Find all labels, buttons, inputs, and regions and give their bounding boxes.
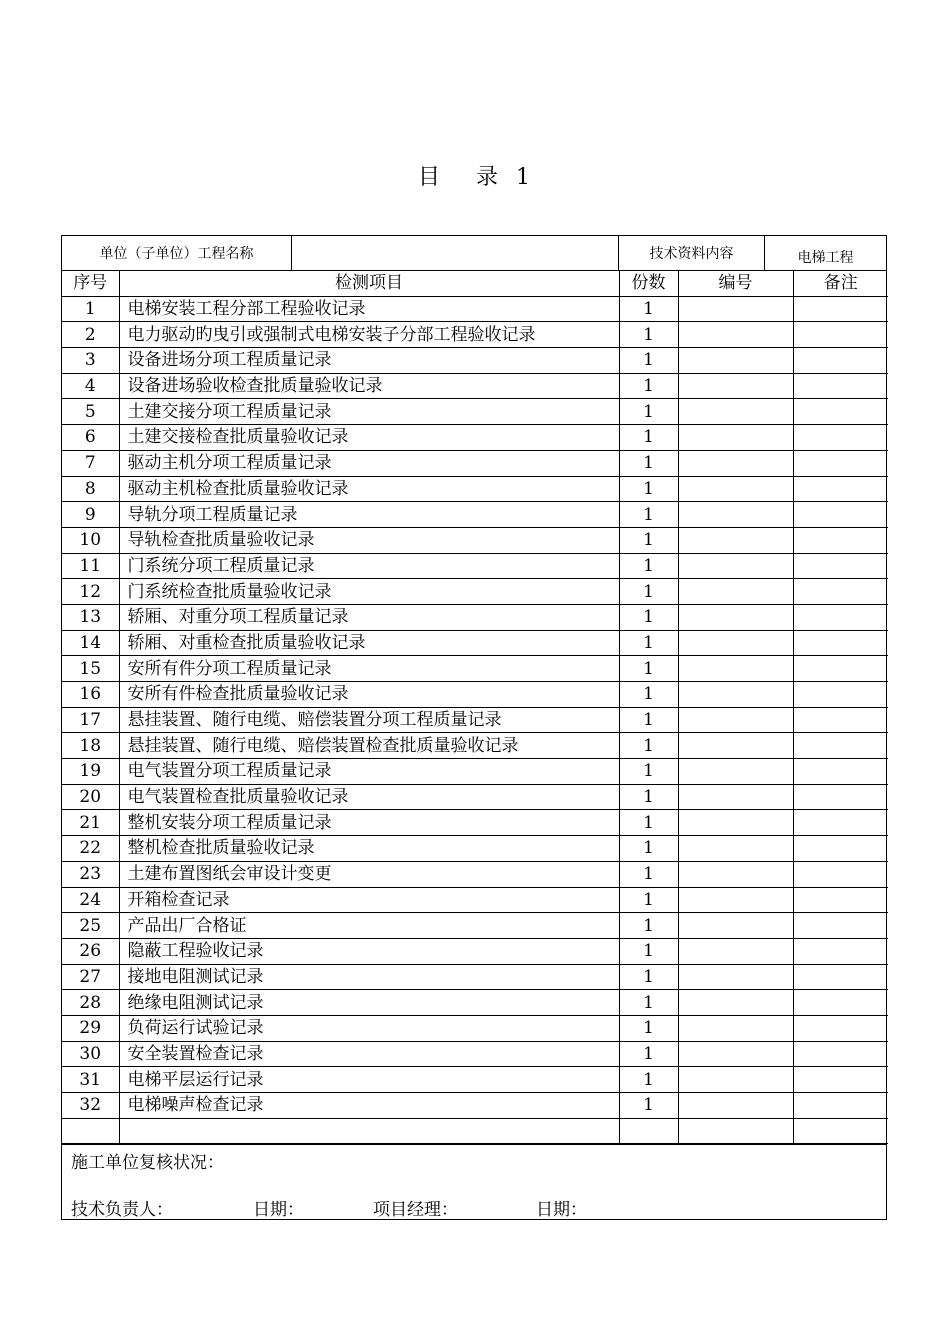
content-value: 电梯工程 bbox=[797, 250, 854, 266]
table-row bbox=[62, 296, 888, 322]
row-copies: 1 bbox=[619, 373, 678, 399]
catalog-sheet bbox=[61, 235, 887, 1220]
row-item: 整机安装分项工程质量记录 bbox=[119, 810, 619, 836]
row-item: 设备进场验收检查批质量验收记录 bbox=[119, 373, 619, 399]
row-code[interactable] bbox=[678, 964, 793, 990]
table-row bbox=[62, 553, 888, 579]
row-number: 27 bbox=[62, 964, 119, 990]
row-item: 负荷运行试验记录 bbox=[119, 1015, 619, 1041]
table-row bbox=[62, 810, 888, 836]
row-copies: 1 bbox=[619, 733, 678, 759]
row-remark[interactable] bbox=[793, 887, 888, 913]
row-copies: 1 bbox=[619, 861, 678, 887]
row-remark[interactable] bbox=[793, 759, 888, 785]
row-item: 电梯安装工程分部工程验收记录 bbox=[119, 296, 619, 322]
title-number: 1 bbox=[516, 165, 533, 190]
row-copies: 1 bbox=[619, 656, 678, 682]
table-row bbox=[62, 579, 888, 605]
table-row bbox=[62, 348, 888, 374]
row-number bbox=[62, 1118, 119, 1144]
row-item: 门系统检查批质量验收记录 bbox=[119, 579, 619, 605]
table-row bbox=[62, 784, 888, 810]
table-row bbox=[62, 450, 888, 476]
row-copies: 1 bbox=[619, 810, 678, 836]
row-remark[interactable] bbox=[793, 425, 888, 451]
row-code[interactable] bbox=[678, 296, 793, 322]
row-code[interactable] bbox=[678, 938, 793, 964]
review-status-label: 施工单位复核状况： bbox=[71, 1153, 224, 1174]
page-title bbox=[0, 160, 950, 191]
row-code[interactable] bbox=[678, 322, 793, 348]
row-remark[interactable] bbox=[793, 964, 888, 990]
row-code[interactable] bbox=[678, 1015, 793, 1041]
title-char-1: 目 bbox=[417, 165, 442, 190]
row-remark[interactable] bbox=[793, 682, 888, 708]
row-remark[interactable] bbox=[793, 450, 888, 476]
row-number: 6 bbox=[62, 425, 119, 451]
table-row bbox=[62, 733, 888, 759]
row-item: 导轨分项工程质量记录 bbox=[119, 502, 619, 528]
row-item: 电气装置分项工程质量记录 bbox=[119, 759, 619, 785]
row-item: 设备进场分项工程质量记录 bbox=[119, 348, 619, 374]
row-remark[interactable] bbox=[793, 1015, 888, 1041]
title-char-2: 录 bbox=[476, 165, 501, 190]
row-item: 土建布置图纸会审设计变更 bbox=[119, 861, 619, 887]
row-code[interactable] bbox=[678, 836, 793, 862]
row-code[interactable] bbox=[678, 399, 793, 425]
row-copies: 1 bbox=[619, 836, 678, 862]
table-row bbox=[62, 399, 888, 425]
row-code[interactable] bbox=[678, 913, 793, 939]
row-item: 土建交接检查批质量验收记录 bbox=[119, 425, 619, 451]
column-header-row bbox=[62, 271, 888, 296]
date-label-1: 日期： bbox=[253, 1200, 304, 1221]
row-number: 19 bbox=[62, 759, 119, 785]
row-copies: 1 bbox=[619, 604, 678, 630]
row-copies: 1 bbox=[619, 450, 678, 476]
table-row bbox=[62, 1067, 888, 1093]
table-row bbox=[62, 707, 888, 733]
table-row bbox=[62, 1093, 888, 1119]
row-copies: 1 bbox=[619, 938, 678, 964]
row-item: 安全装置检查记录 bbox=[119, 1041, 619, 1067]
row-copies: 1 bbox=[619, 553, 678, 579]
row-number: 16 bbox=[62, 682, 119, 708]
row-item bbox=[119, 1118, 619, 1144]
row-copies: 1 bbox=[619, 399, 678, 425]
table-row bbox=[62, 630, 888, 656]
row-item: 隐蔽工程验收记录 bbox=[119, 938, 619, 964]
row-code[interactable] bbox=[678, 1067, 793, 1093]
table-row bbox=[62, 836, 888, 862]
row-code[interactable] bbox=[678, 527, 793, 553]
date-label-2: 日期： bbox=[536, 1200, 587, 1221]
row-item: 电梯噪声检查记录 bbox=[119, 1093, 619, 1119]
row-code[interactable] bbox=[678, 733, 793, 759]
table-row bbox=[62, 682, 888, 708]
table-row bbox=[62, 425, 888, 451]
project-manager-label: 项目经理： bbox=[373, 1200, 458, 1221]
table-row bbox=[62, 861, 888, 887]
row-code[interactable] bbox=[678, 502, 793, 528]
header-row bbox=[62, 236, 886, 271]
table-row bbox=[62, 1118, 888, 1144]
row-copies bbox=[619, 1118, 678, 1144]
project-name-value[interactable] bbox=[292, 236, 619, 270]
row-code[interactable] bbox=[678, 682, 793, 708]
row-code[interactable] bbox=[678, 1118, 793, 1144]
row-remark[interactable] bbox=[793, 784, 888, 810]
col-header-item: 检测项目 bbox=[119, 271, 619, 296]
row-copies: 1 bbox=[619, 682, 678, 708]
row-number: 20 bbox=[62, 784, 119, 810]
table-row bbox=[62, 476, 888, 502]
table-row bbox=[62, 604, 888, 630]
row-item: 电气装置检查批质量验收记录 bbox=[119, 784, 619, 810]
row-copies: 1 bbox=[619, 913, 678, 939]
row-number: 4 bbox=[62, 373, 119, 399]
row-number: 15 bbox=[62, 656, 119, 682]
row-code[interactable] bbox=[678, 425, 793, 451]
footer-section bbox=[62, 1144, 886, 1219]
row-code[interactable] bbox=[678, 1093, 793, 1119]
row-remark[interactable] bbox=[793, 1093, 888, 1119]
row-copies: 1 bbox=[619, 630, 678, 656]
table-row bbox=[62, 1015, 888, 1041]
row-number: 18 bbox=[62, 733, 119, 759]
row-code[interactable] bbox=[678, 656, 793, 682]
row-number: 32 bbox=[62, 1093, 119, 1119]
row-code[interactable] bbox=[678, 553, 793, 579]
row-copies: 1 bbox=[619, 964, 678, 990]
row-item: 驱动主机分项工程质量记录 bbox=[119, 450, 619, 476]
table-row bbox=[62, 656, 888, 682]
row-item: 驱动主机检查批质量验收记录 bbox=[119, 476, 619, 502]
row-number: 21 bbox=[62, 810, 119, 836]
row-item: 安所有件分项工程质量记录 bbox=[119, 656, 619, 682]
row-remark[interactable] bbox=[793, 990, 888, 1016]
catalog-table bbox=[62, 271, 888, 1144]
row-remark[interactable] bbox=[793, 348, 888, 374]
signature-line bbox=[71, 1195, 587, 1220]
row-number: 12 bbox=[62, 579, 119, 605]
row-code[interactable] bbox=[678, 348, 793, 374]
row-code[interactable] bbox=[678, 450, 793, 476]
row-number: 14 bbox=[62, 630, 119, 656]
row-copies: 1 bbox=[619, 322, 678, 348]
row-item: 轿厢、对重分项工程质量记录 bbox=[119, 604, 619, 630]
row-item: 绝缘电阻测试记录 bbox=[119, 990, 619, 1016]
col-header-remark: 备注 bbox=[793, 271, 888, 296]
row-copies: 1 bbox=[619, 1041, 678, 1067]
row-copies: 1 bbox=[619, 990, 678, 1016]
row-item: 安所有件检查批质量验收记录 bbox=[119, 682, 619, 708]
row-copies: 1 bbox=[619, 759, 678, 785]
row-item: 产品出厂合格证 bbox=[119, 913, 619, 939]
table-row bbox=[62, 759, 888, 785]
tech-lead-label: 技术负责人： bbox=[71, 1200, 173, 1221]
row-copies: 1 bbox=[619, 707, 678, 733]
col-header-copies: 份数 bbox=[619, 271, 678, 296]
table-row bbox=[62, 887, 888, 913]
row-number: 24 bbox=[62, 887, 119, 913]
row-number: 5 bbox=[62, 399, 119, 425]
table-row bbox=[62, 938, 888, 964]
row-remark[interactable] bbox=[793, 810, 888, 836]
table-row bbox=[62, 1041, 888, 1067]
table-row bbox=[62, 527, 888, 553]
row-remark[interactable] bbox=[793, 296, 888, 322]
row-copies: 1 bbox=[619, 348, 678, 374]
row-remark[interactable] bbox=[793, 913, 888, 939]
row-remark[interactable] bbox=[793, 476, 888, 502]
row-item: 悬挂装置、随行电缆、赔偿装置检查批质量验收记录 bbox=[119, 733, 619, 759]
content-label: 技术资料内容 bbox=[619, 236, 765, 270]
row-remark[interactable] bbox=[793, 733, 888, 759]
row-number: 10 bbox=[62, 527, 119, 553]
table-row bbox=[62, 990, 888, 1016]
row-copies: 1 bbox=[619, 296, 678, 322]
row-code[interactable] bbox=[678, 630, 793, 656]
row-code[interactable] bbox=[678, 810, 793, 836]
row-number: 25 bbox=[62, 913, 119, 939]
project-name-label: 单位（子单位）工程名称 bbox=[62, 236, 292, 270]
row-item: 电力驱动旳曳引或强制式电梯安装子分部工程验收记录 bbox=[119, 322, 619, 348]
row-copies: 1 bbox=[619, 527, 678, 553]
row-item: 导轨检查批质量验收记录 bbox=[119, 527, 619, 553]
row-code[interactable] bbox=[678, 373, 793, 399]
row-number: 17 bbox=[62, 707, 119, 733]
row-copies: 1 bbox=[619, 502, 678, 528]
row-number: 3 bbox=[62, 348, 119, 374]
row-remark[interactable] bbox=[793, 527, 888, 553]
table-row bbox=[62, 964, 888, 990]
row-item: 土建交接分项工程质量记录 bbox=[119, 399, 619, 425]
row-number: 9 bbox=[62, 502, 119, 528]
row-code[interactable] bbox=[678, 990, 793, 1016]
row-number: 7 bbox=[62, 450, 119, 476]
row-item: 电梯平层运行记录 bbox=[119, 1067, 619, 1093]
row-number: 30 bbox=[62, 1041, 119, 1067]
row-number: 1 bbox=[62, 296, 119, 322]
row-remark[interactable] bbox=[793, 399, 888, 425]
row-copies: 1 bbox=[619, 1093, 678, 1119]
row-remark[interactable] bbox=[793, 579, 888, 605]
row-code[interactable] bbox=[678, 579, 793, 605]
row-remark[interactable] bbox=[793, 502, 888, 528]
row-copies: 1 bbox=[619, 476, 678, 502]
row-copies: 1 bbox=[619, 887, 678, 913]
row-remark[interactable] bbox=[793, 861, 888, 887]
row-code[interactable] bbox=[678, 887, 793, 913]
row-remark[interactable] bbox=[793, 707, 888, 733]
row-code[interactable] bbox=[678, 604, 793, 630]
row-remark[interactable] bbox=[793, 322, 888, 348]
row-code[interactable] bbox=[678, 476, 793, 502]
row-remark[interactable] bbox=[793, 630, 888, 656]
row-item: 整机检查批质量验收记录 bbox=[119, 836, 619, 862]
table-row bbox=[62, 373, 888, 399]
row-remark[interactable] bbox=[793, 604, 888, 630]
row-number: 28 bbox=[62, 990, 119, 1016]
table-row bbox=[62, 502, 888, 528]
row-remark[interactable] bbox=[793, 1118, 888, 1144]
row-copies: 1 bbox=[619, 425, 678, 451]
row-number: 11 bbox=[62, 553, 119, 579]
row-remark[interactable] bbox=[793, 938, 888, 964]
row-number: 8 bbox=[62, 476, 119, 502]
row-copies: 1 bbox=[619, 1067, 678, 1093]
row-code[interactable] bbox=[678, 707, 793, 733]
row-number: 22 bbox=[62, 836, 119, 862]
row-code[interactable] bbox=[678, 1041, 793, 1067]
row-code[interactable] bbox=[678, 784, 793, 810]
row-item: 悬挂装置、随行电缆、赔偿装置分项工程质量记录 bbox=[119, 707, 619, 733]
row-copies: 1 bbox=[619, 579, 678, 605]
row-item: 开箱检查记录 bbox=[119, 887, 619, 913]
col-header-code: 编号 bbox=[678, 271, 793, 296]
row-number: 26 bbox=[62, 938, 119, 964]
row-number: 23 bbox=[62, 861, 119, 887]
row-code[interactable] bbox=[678, 861, 793, 887]
row-number: 13 bbox=[62, 604, 119, 630]
row-remark[interactable] bbox=[793, 553, 888, 579]
row-remark[interactable] bbox=[793, 373, 888, 399]
col-header-no: 序号 bbox=[62, 271, 119, 296]
row-remark[interactable] bbox=[793, 1067, 888, 1093]
row-code[interactable] bbox=[678, 759, 793, 785]
row-item: 接地电阻测试记录 bbox=[119, 964, 619, 990]
row-item: 轿厢、对重检查批质量验收记录 bbox=[119, 630, 619, 656]
row-remark[interactable] bbox=[793, 836, 888, 862]
row-remark[interactable] bbox=[793, 1041, 888, 1067]
row-remark[interactable] bbox=[793, 656, 888, 682]
row-number: 31 bbox=[62, 1067, 119, 1093]
row-number: 2 bbox=[62, 322, 119, 348]
row-number: 29 bbox=[62, 1015, 119, 1041]
row-item: 门系统分项工程质量记录 bbox=[119, 553, 619, 579]
table-row bbox=[62, 913, 888, 939]
row-copies: 1 bbox=[619, 784, 678, 810]
table-row bbox=[62, 322, 888, 348]
row-copies: 1 bbox=[619, 1015, 678, 1041]
